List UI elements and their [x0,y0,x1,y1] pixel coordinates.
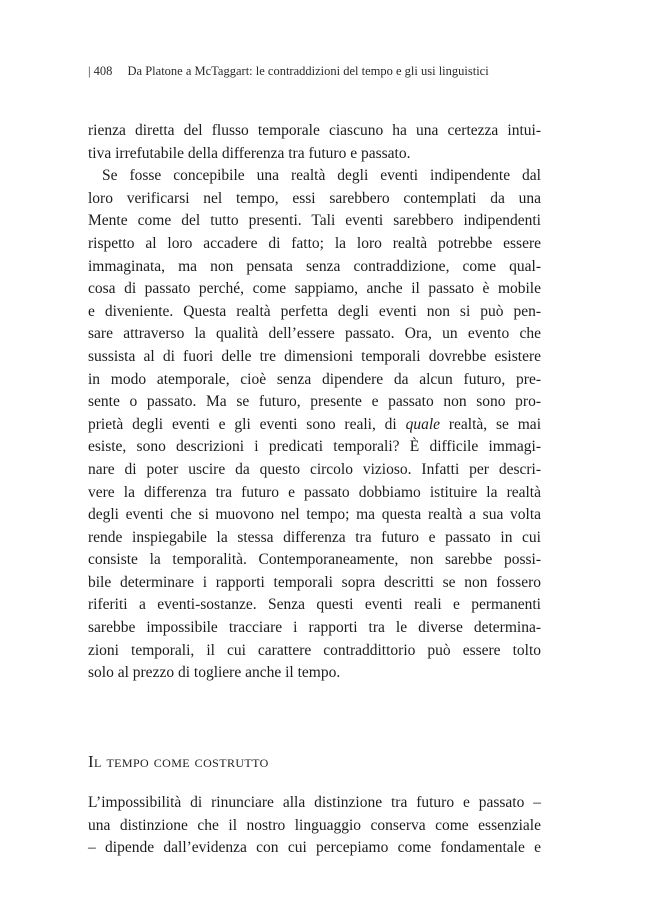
text-line: sarebbe impossibile tracciare i rapporti tra le diverse determina- [88,619,541,637]
text-line: zioni temporali, il cui carattere contraddittorio può essere tolto [88,641,541,659]
text-line: degli eventi che si muovono nel tempo; ma questa realtà a sua volta [88,506,541,524]
text-line: esiste, sono descrizioni i predicati temporali? È difficile immagi- [88,438,541,456]
text-line: immaginata, ma non pensata senza contraddizione, come qual- [88,257,541,275]
text-line: solo al prezzo di togliere anche il tempo. [88,664,341,682]
body-text [88,120,541,685]
text-line: tiva irrefutabile della differenza tra futuro e passato. [88,144,411,162]
text-line: nare di poter uscire da questo circolo vizioso. Infatti per descri- [88,460,541,478]
text-line: cosa di passato perché, come sappiamo, anche il passato è mobile [88,280,541,298]
text-fragment: prietà degli eventi e gli eventi sono reali, di [88,415,406,433]
text-line: rispetto al loro accadere di fatto; la loro realtà potrebbe essere [88,234,541,252]
text-line: L’impossibilità di rinunciare alla distinzione tra futuro e passato – [88,794,541,811]
text-line: e diveniente. Questa realtà perfetta degli eventi non si può pen- [88,302,541,320]
section-heading [88,752,269,772]
text-line: Mente come del tutto presenti. Tali eventi sarebbero indipendenti [88,212,541,230]
page-number: | 408 [88,64,113,78]
text-line: una distinzione che il nostro linguaggio conserva come essenziale [88,816,541,834]
body-text [88,792,541,860]
text-line [88,414,541,437]
paragraph [88,792,541,860]
text-line: loro verificarsi nel tempo, essi sarebbero contemplati da una [88,189,541,207]
text-line: riferiti a eventi-sostanze. Senza questi eventi reali e permanenti [88,596,541,614]
text-line: – dipende dall’evidenza con cui percepiamo come fondamentale e [88,839,541,857]
italic-word: quale [405,415,441,433]
text-line: bile determinare i rapporti temporali sopra descritti se non fossero [88,573,541,591]
text-line: consiste la temporalità. Contemporaneamente, non sarebbe possi- [88,551,541,569]
running-header [88,64,558,79]
text-fragment: realtà, se mai [440,415,541,433]
text-line: in modo atemporale, cioè senza dipendere da alcun futuro, pre- [88,370,541,388]
text-line: sussista al di fuori delle tre dimensioni temporali dovrebbe esistere [88,347,541,365]
text-line: rende inspiegabile la stessa differenza tra futuro e passato in cui [88,528,541,546]
paragraph [88,165,541,685]
text-line: rienza diretta del flusso temporale ciascuno ha una certezza intui- [88,122,541,139]
text-line: Se fosse concepibile una realtà degli eventi indipendente dal [102,167,541,185]
text-line: vere la differenza tra futuro e passato dobbiamo istituire la realtà [88,483,541,501]
text-line: sare attraverso la qualità dell’essere passato. Ora, un evento che [88,325,541,343]
text-line: sente o passato. Ma se futuro, presente e passato non sono pro- [88,393,541,411]
paragraph [88,120,541,165]
section-heading-text: Il tempo come costrutto [88,752,269,771]
running-title: Da Platone a McTaggart: le contraddizioni del tempo e gli usi linguistici [127,64,489,78]
